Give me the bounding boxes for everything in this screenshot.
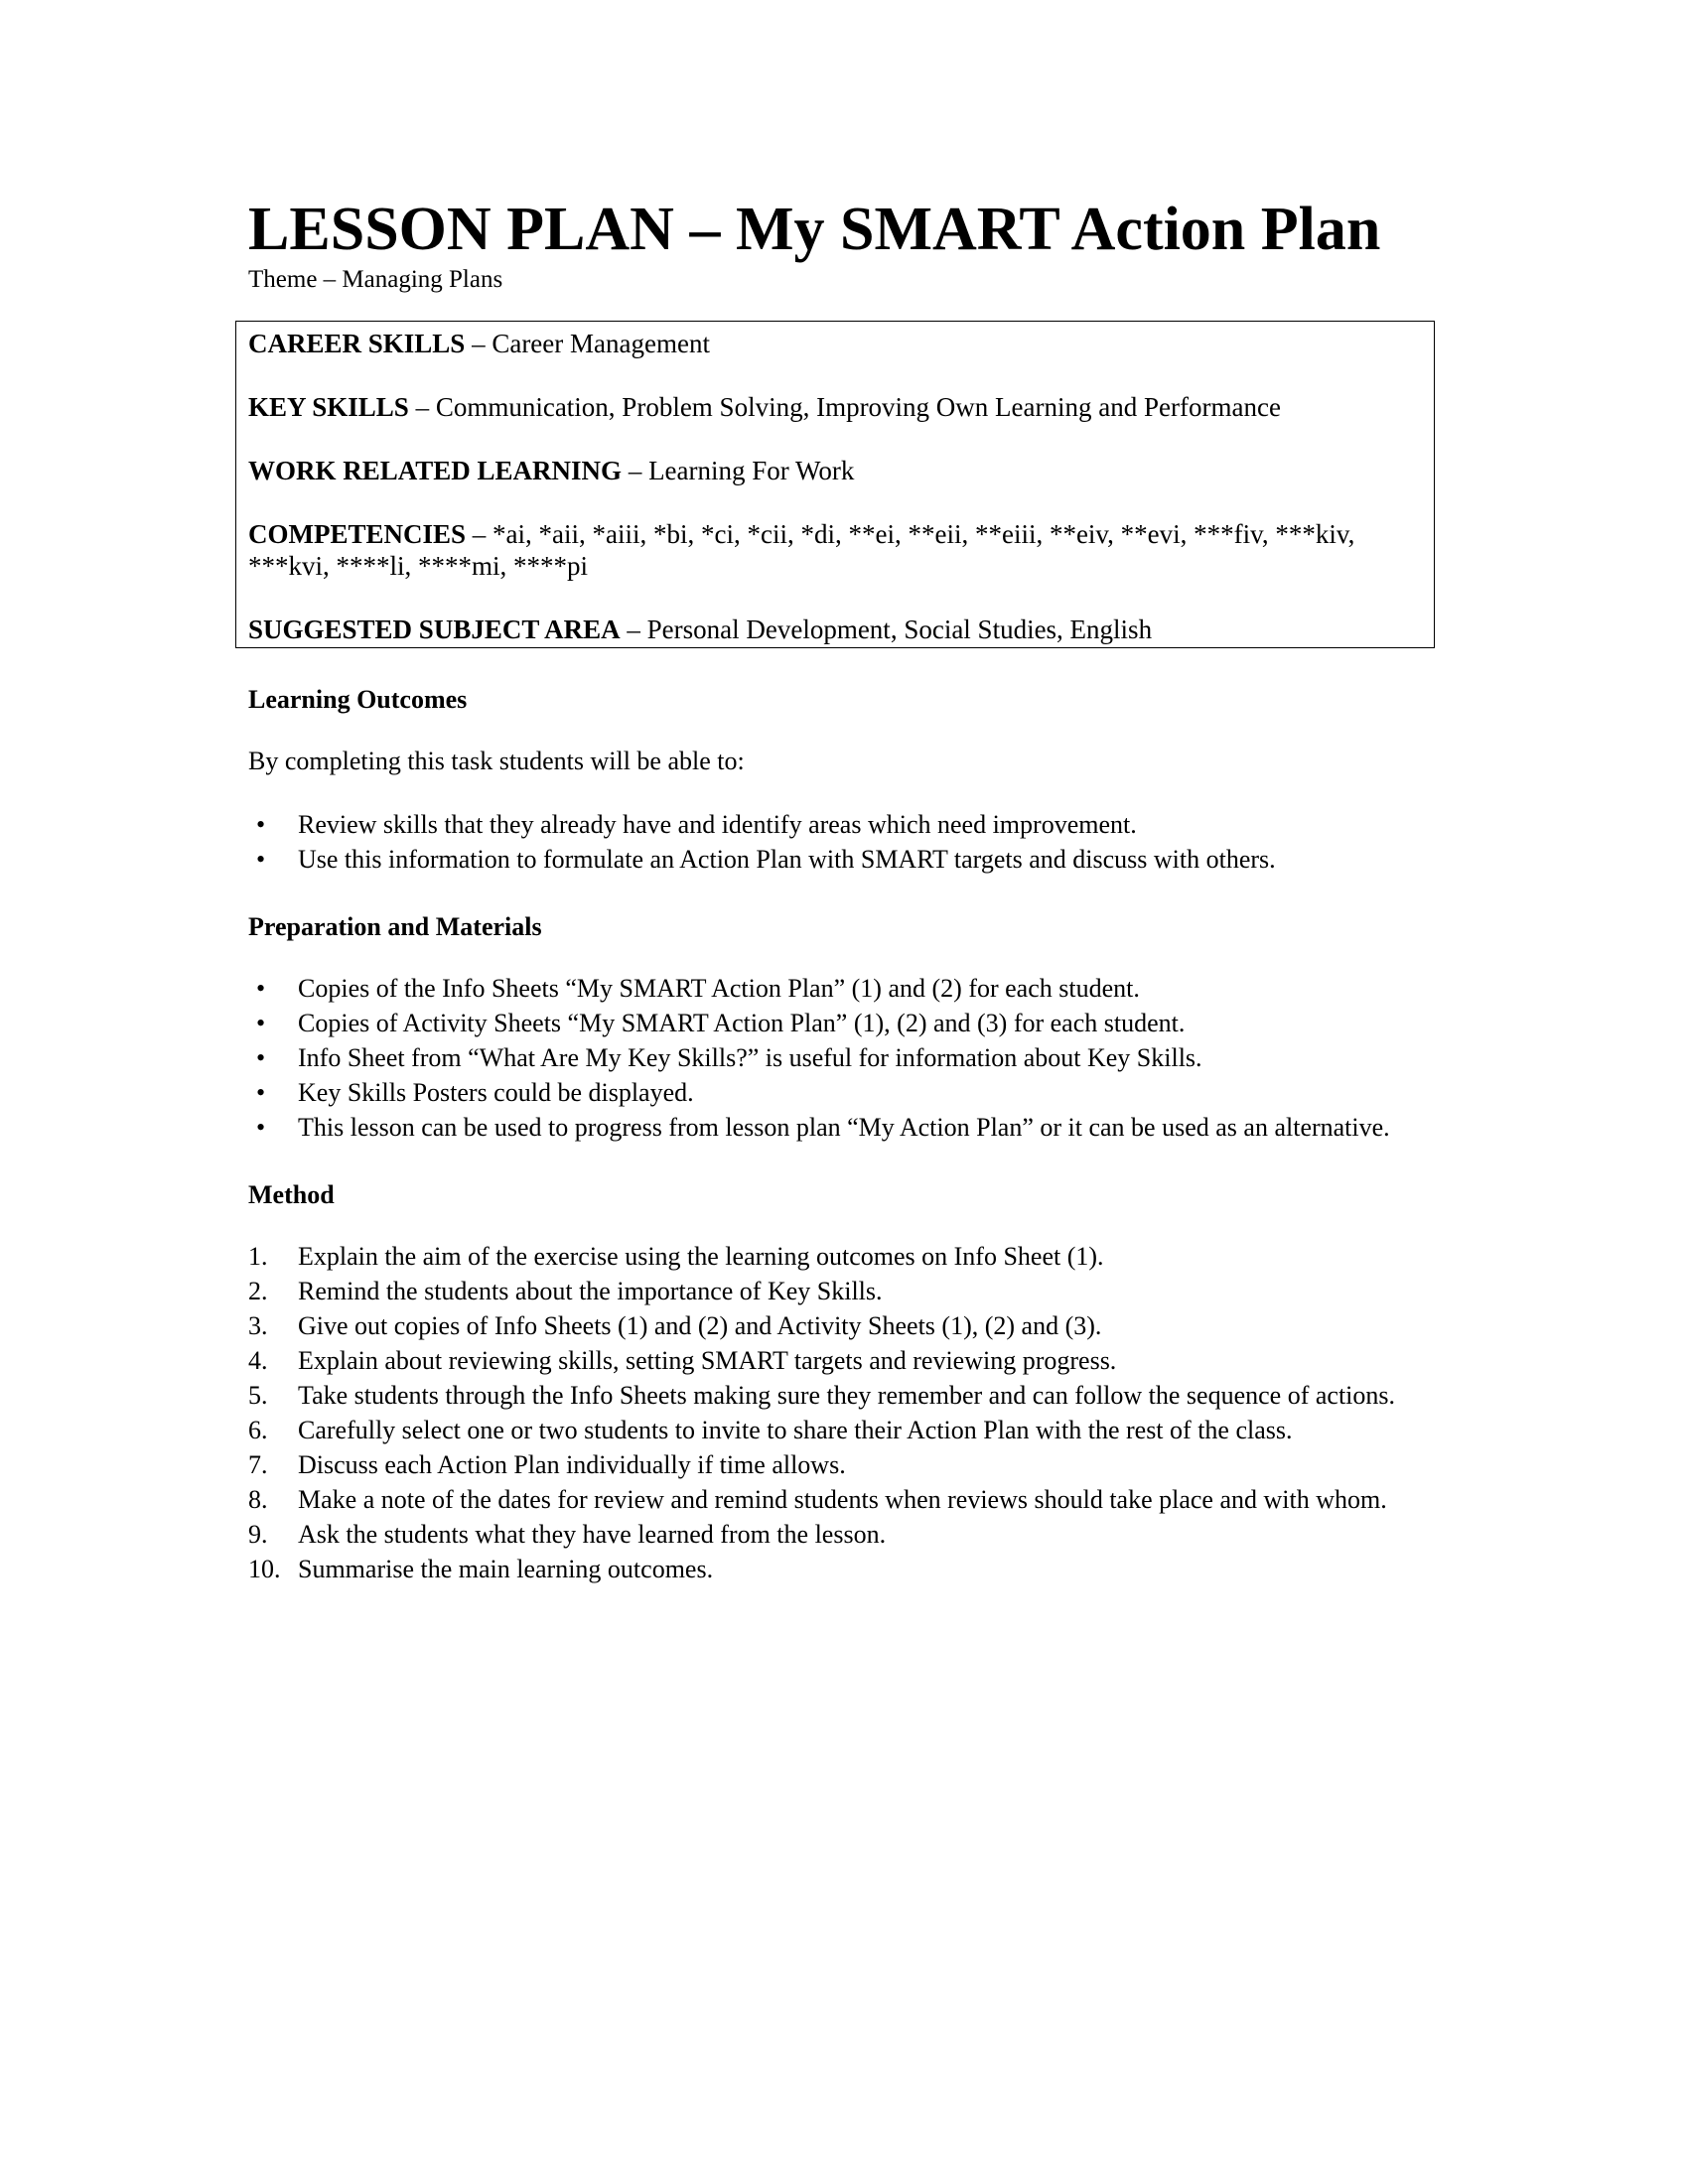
list-item bbox=[248, 809, 1450, 841]
step-text: Make a note of the dates for review and remind students when reviews should take place and with whom. bbox=[298, 1485, 1387, 1514]
list-item bbox=[248, 1112, 1450, 1144]
step-text: Explain the aim of the exercise using the learning outcomes on Info Sheet (1). bbox=[298, 1242, 1104, 1271]
learning-outcomes-list bbox=[248, 809, 1450, 876]
list-item-text: Key Skills Posters could be displayed. bbox=[298, 1078, 694, 1107]
method-step bbox=[248, 1380, 1450, 1412]
method-step bbox=[248, 1484, 1450, 1516]
list-item-text: Info Sheet from “What Are My Key Skills?” is useful for information about Key Skills. bbox=[298, 1043, 1202, 1072]
competencies-label: COMPETENCIES bbox=[248, 519, 467, 549]
list-item-text: Review skills that they already have and identify areas which need improvement. bbox=[298, 810, 1137, 839]
bullet-icon: • bbox=[256, 810, 266, 839]
work-related-learning-label: WORK RELATED LEARNING bbox=[248, 456, 623, 485]
step-text: Discuss each Action Plan individually if time allows. bbox=[298, 1450, 846, 1479]
step-number: 3. bbox=[248, 1311, 268, 1340]
competencies-text: – *ai, *aii, *aiii, *bi, *ci, *cii, *di, **ei, **eii, **eiii, **eiv, **evi, ***fiv, ***kiv, ***kvi, ****li, ****mi, ****pi bbox=[248, 519, 1355, 581]
step-text: Take students through the Info Sheets making sure they remember and can follow the sequence of actions. bbox=[298, 1381, 1396, 1410]
key-skills-label: KEY SKILLS bbox=[248, 392, 409, 422]
document-page bbox=[248, 194, 1450, 1588]
list-item-text: Use this information to formulate an Action Plan with SMART targets and discuss with others. bbox=[298, 845, 1276, 874]
method-heading: Method bbox=[248, 1180, 335, 1209]
bullet-icon: • bbox=[256, 974, 266, 1003]
key-skills-line bbox=[248, 391, 1422, 423]
step-text: Remind the students about the importance of Key Skills. bbox=[298, 1277, 883, 1305]
method-step bbox=[248, 1554, 1450, 1585]
learning-outcomes-heading: Learning Outcomes bbox=[248, 685, 468, 714]
competencies-line bbox=[248, 518, 1422, 582]
bullet-icon: • bbox=[256, 1043, 266, 1072]
method-step bbox=[248, 1345, 1450, 1377]
method-step bbox=[248, 1449, 1450, 1481]
preparation-list bbox=[248, 973, 1450, 1144]
bullet-icon: • bbox=[256, 1113, 266, 1142]
list-item-text: Copies of the Info Sheets “My SMART Action Plan” (1) and (2) for each student. bbox=[298, 974, 1140, 1003]
method-step bbox=[248, 1276, 1450, 1307]
step-number: 1. bbox=[248, 1242, 268, 1271]
list-item bbox=[248, 973, 1450, 1005]
work-related-learning-text: – Learning For Work bbox=[622, 456, 855, 485]
career-skills-label: CAREER SKILLS bbox=[248, 329, 466, 358]
method-step bbox=[248, 1241, 1450, 1273]
step-text: Summarise the main learning outcomes. bbox=[298, 1555, 714, 1583]
list-item bbox=[248, 844, 1450, 876]
work-related-learning-line bbox=[248, 455, 1422, 486]
step-text: Ask the students what they have learned from the lesson. bbox=[298, 1520, 887, 1549]
list-item bbox=[248, 1077, 1450, 1109]
skills-box bbox=[235, 321, 1435, 648]
bullet-icon: • bbox=[256, 1078, 266, 1107]
list-item bbox=[248, 1042, 1450, 1074]
learning-outcomes-intro: By completing this task students will be able to: bbox=[248, 747, 745, 775]
method-step bbox=[248, 1310, 1450, 1342]
step-number: 9. bbox=[248, 1520, 268, 1549]
list-item-text: This lesson can be used to progress from lesson plan “My Action Plan” or it can be used as an alternative. bbox=[298, 1113, 1390, 1142]
step-number: 2. bbox=[248, 1277, 268, 1305]
career-skills-line bbox=[248, 328, 1422, 359]
preparation-heading: Preparation and Materials bbox=[248, 912, 542, 941]
page-title: LESSON PLAN – My SMART Action Plan bbox=[248, 196, 1381, 263]
bullet-icon: • bbox=[256, 845, 266, 874]
subject-area-label: SUGGESTED SUBJECT AREA bbox=[248, 614, 621, 644]
step-number: 7. bbox=[248, 1450, 268, 1479]
key-skills-text: – Communication, Problem Solving, Improving Own Learning and Performance bbox=[408, 392, 1281, 422]
subject-area-line bbox=[248, 614, 1422, 645]
list-item-text: Copies of Activity Sheets “My SMART Action Plan” (1), (2) and (3) for each student. bbox=[298, 1009, 1186, 1037]
career-skills-text: – Career Management bbox=[465, 329, 710, 358]
step-number: 8. bbox=[248, 1485, 268, 1514]
step-text: Carefully select one or two students to invite to share their Action Plan with the rest of the class. bbox=[298, 1416, 1293, 1444]
method-steps-list bbox=[248, 1241, 1450, 1585]
method-step bbox=[248, 1415, 1450, 1446]
step-text: Explain about reviewing skills, setting SMART targets and reviewing progress. bbox=[298, 1346, 1117, 1375]
list-item bbox=[248, 1008, 1450, 1039]
step-text: Give out copies of Info Sheets (1) and (2) and Activity Sheets (1), (2) and (3). bbox=[298, 1311, 1102, 1340]
method-step bbox=[248, 1519, 1450, 1551]
step-number: 5. bbox=[248, 1381, 268, 1410]
subject-area-text: – Personal Development, Social Studies, English bbox=[620, 614, 1153, 644]
step-number: 6. bbox=[248, 1416, 268, 1444]
step-number: 10. bbox=[248, 1555, 281, 1583]
theme-subtitle: Theme – Managing Plans bbox=[248, 266, 503, 293]
bullet-icon: • bbox=[256, 1009, 266, 1037]
step-number: 4. bbox=[248, 1346, 268, 1375]
